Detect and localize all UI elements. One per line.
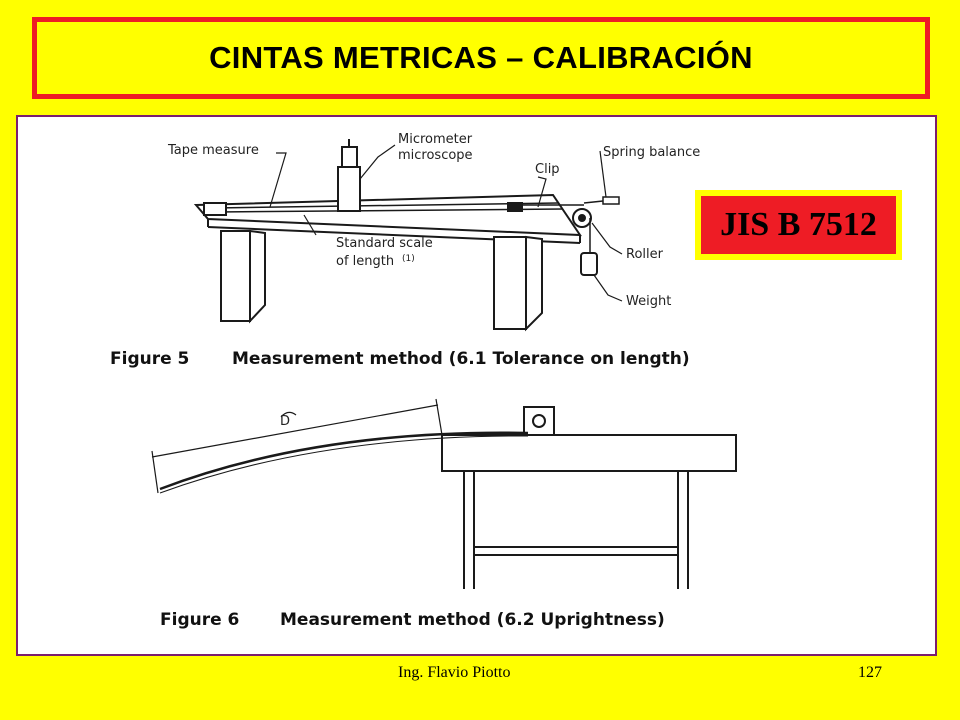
clip [508,203,522,211]
label-tape-measure: Tape measure [168,143,259,158]
label-roller: Roller [626,247,663,262]
tape-end-block [204,203,226,215]
label-standard-scale-1: Standard scale [336,236,433,251]
standard-badge-text: JIS B 7512 [720,206,877,243]
label-standard-scale-2: of length [336,254,395,269]
label-weight: Weight [626,294,672,309]
figure6-caption-number: Figure 6 [160,610,240,630]
label-standard-scale-note: (1) [402,254,415,264]
bench-left-support [221,231,250,321]
dimension-line [152,405,438,457]
label-spring-balance: Spring balance [603,145,701,160]
title-box [32,17,930,99]
standard-badge [695,190,902,260]
dimension-label: D [280,414,291,429]
table-top [442,435,736,471]
figure6-caption-text: Measurement method (6.2 Uprightness) [280,610,665,630]
label-micrometer-2: microscope [398,148,473,163]
label-clip: Clip [535,162,560,177]
spring-balance [603,197,619,204]
label-micrometer-1: Micrometer [398,132,473,147]
figure5-caption-text: Measurement method (6.1 Tolerance on length) [232,349,690,369]
bench-right-support [494,237,526,329]
figure6-drawing [152,399,736,589]
footer-author: Ing. Flavio Piotto [398,664,511,681]
standard-badge-inner [701,196,896,254]
slide-title: CINTAS METRICAS – CALIBRACIÓN [209,40,753,75]
page-number: 127 [858,664,882,681]
weight [581,253,597,275]
figure5-caption-number: Figure 5 [110,349,190,369]
